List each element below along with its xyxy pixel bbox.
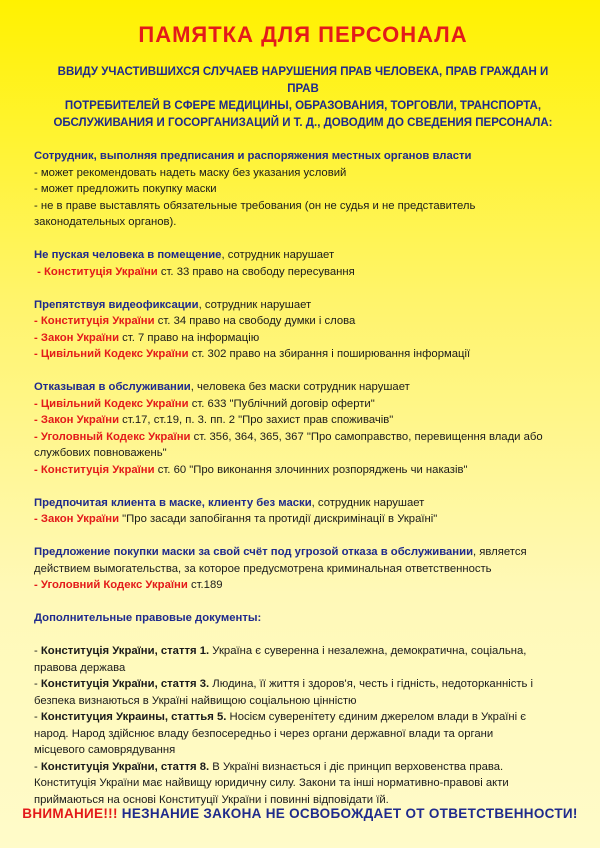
warning-text: НЕЗНАНИЕ ЗАКОНА НЕ ОСВОБОЖДАЕТ ОТ ОТВЕТСТВЕННОСТИ! xyxy=(117,806,578,821)
memo-line xyxy=(34,709,572,726)
memo-line xyxy=(34,660,572,677)
memo-line xyxy=(34,379,572,396)
memo-text: ст. 33 право на свободу пересування xyxy=(157,265,355,278)
memo-text: , сотрудник нарушает xyxy=(311,496,425,509)
memo-text: народ. Народ здійснює владу безпосередньо і через органи державної влади та органи xyxy=(34,727,494,740)
memo-section xyxy=(34,643,572,808)
memo-text: - xyxy=(34,760,41,773)
law-reference: - Цивільний Кодекс України xyxy=(34,348,189,360)
memo-line xyxy=(34,643,572,660)
law-reference: - Конституція України xyxy=(34,315,155,327)
memo-text: - может рекомендовать надеть маску без указания условий xyxy=(34,166,347,179)
memo-line xyxy=(34,247,572,264)
memo-section xyxy=(34,297,572,363)
memo-text: - xyxy=(34,678,41,690)
law-reference: - Цивільний Кодекс України xyxy=(34,397,189,410)
article-title: Конституція України, стаття 8. xyxy=(40,760,210,773)
memo-text: ст.189 xyxy=(187,579,223,591)
section-heading: Дополнительные правовые документы: xyxy=(34,612,262,624)
memo-text: законодательных органов). xyxy=(34,216,177,228)
memo-text: - не в праве выставлять обязательные требования (он не судья и не представитель xyxy=(34,199,476,212)
memo-line xyxy=(34,148,572,165)
memo-line xyxy=(34,726,572,743)
law-reference: - Конституція України xyxy=(34,463,155,476)
memo-line xyxy=(34,759,572,776)
memo-text: ст. 356, 364, 365, 367 "Про самоправство, перевищення влади або xyxy=(190,430,543,443)
section-heading: Предпочитая клиента в маске, клиенту без маски xyxy=(34,496,312,509)
footer-warning xyxy=(0,806,600,821)
memo-text: , сотрудник нарушает xyxy=(221,249,335,261)
memo-section xyxy=(34,247,572,280)
memo-text: действием вымогательства, за которое предусмотрена криминальная ответственность xyxy=(34,562,492,575)
memo-text: службових повноважень" xyxy=(34,447,167,459)
memo-text: ст. 60 "Про виконання злочинних розпоряджень чи наказів" xyxy=(154,463,468,476)
memo-line xyxy=(34,495,572,512)
memo-text: ст. 34 право на свободу думки і слова xyxy=(154,315,356,327)
law-reference: - Уголовний Кодекс України xyxy=(34,579,188,591)
memo-line xyxy=(34,429,572,446)
memo-section xyxy=(34,148,572,231)
memo-section xyxy=(34,544,572,594)
memo-line xyxy=(34,264,572,281)
memo-text: ст. 302 право на збирання і поширювання інформації xyxy=(188,348,471,360)
memo-line xyxy=(34,561,572,578)
law-reference: - Закон України xyxy=(34,513,120,525)
memo-line xyxy=(34,297,572,314)
memo-text: , человека без маски сотрудник нарушает xyxy=(190,381,410,393)
memo-text: приймаються на основі Конституції України і повинні відповідати їй. xyxy=(34,793,389,806)
memo-line xyxy=(34,181,572,198)
article-title: Конституція України, стаття 1. xyxy=(40,645,210,657)
law-reference: - Уголовный Кодекс України xyxy=(34,430,191,443)
law-reference: - Закон України xyxy=(34,414,120,426)
memo-text: В Україні визнається і діє принцип верховенства права. xyxy=(209,760,504,773)
memo-line xyxy=(34,396,572,413)
intro-line: ПОТРЕБИТЕЛЕЙ В СФЕРЕ МЕДИЦИНЫ, ОБРАЗОВАНИЯ, ТОРГОВЛИ, ТРАНСПОРТА, xyxy=(64,100,542,112)
memo-line xyxy=(34,313,572,330)
memo-line xyxy=(34,346,572,363)
memo-text: ст.17, ст.19, п. 3. пп. 2 "Про захист прав споживачів" xyxy=(119,414,394,426)
memo-line xyxy=(34,610,572,627)
memo-line xyxy=(34,462,572,479)
section-heading: Предложение покупки маски за свой счёт под угрозой отказа в обслуживании xyxy=(34,546,474,558)
article-title: Конституція України, стаття 3. xyxy=(40,678,210,690)
memo-text: правова держава xyxy=(34,661,126,674)
page-title: ПАМЯТКА ДЛЯ ПЕРСОНАЛА xyxy=(138,22,468,47)
law-reference: - Конституція України xyxy=(34,265,158,278)
section-heading: Препятствуя видеофиксации xyxy=(34,298,199,311)
memo-line xyxy=(34,577,572,594)
memo-sections xyxy=(34,148,572,808)
memo-line xyxy=(34,445,572,462)
memo-text: Конституція України має найвищу юридичну силу. Закони та інші нормативно-правові акти xyxy=(34,777,509,789)
memo-text: місцевого самоврядування xyxy=(34,744,176,756)
memo-line xyxy=(34,775,572,792)
memo-text: ст. 7 право на інформацію xyxy=(119,331,260,344)
memo-section xyxy=(34,495,572,528)
intro-notice xyxy=(42,64,564,132)
memo-section xyxy=(34,379,572,478)
section-heading: Сотрудник, выполняя предписания и распоряжения местных органов власти xyxy=(34,150,472,162)
memo-line xyxy=(34,165,572,182)
memo-text: Україна є суверенна і незалежна, демократична, соціальна, xyxy=(209,645,527,657)
intro-line: ОБСЛУЖИВАНИЯ И ГОСОРГАНИЗАЦИЙ И Т. Д., ДОВОДИМ ДО СВЕДЕНИЯ ПЕРСОНАЛА: xyxy=(53,117,553,129)
memo-text: "Про засади запобігання та протидії дискримінації в Україні" xyxy=(119,513,438,525)
section-heading: Не пуская человека в помещение xyxy=(34,249,222,261)
memo-text: ст. 633 "Публічний договір оферти" xyxy=(188,397,375,410)
law-reference: - Закон України xyxy=(34,331,120,344)
warning-label: ВНИМАНИЕ!!! xyxy=(22,806,118,821)
memo-text: - xyxy=(34,711,41,723)
memo-text: Людина, її життя і здоров'я, честь і гідність, недоторканність і xyxy=(209,678,534,690)
memo-text: безпека визнаються в Україні найвищою соціальною цінністю xyxy=(34,694,357,707)
memo-line xyxy=(34,544,572,561)
memo-line xyxy=(34,214,572,231)
memo-line xyxy=(34,742,572,759)
memo-text: , является xyxy=(473,546,527,558)
memo-text: - xyxy=(34,645,41,657)
memo-section xyxy=(34,610,572,627)
memo-text: , сотрудник нарушает xyxy=(198,298,312,311)
memo-line xyxy=(34,198,572,215)
section-heading: Отказывая в обслуживании xyxy=(34,381,191,393)
memo-line xyxy=(34,693,572,710)
memo-line xyxy=(34,330,572,347)
memo-line xyxy=(34,412,572,429)
article-title: Конституция Украины, статтья 5. xyxy=(40,711,227,723)
intro-line: ВВИДУ УЧАСТИВШИХСЯ СЛУЧАЕВ НАРУШЕНИЯ ПРАВ ЧЕЛОВЕКА, ПРАВ ГРАЖДАН И ПРАВ xyxy=(57,66,549,95)
memo-line xyxy=(34,676,572,693)
memo-line xyxy=(34,511,572,528)
memo-text: - может предложить покупку маски xyxy=(34,183,217,195)
memo-text: Носієм суверенітету єдиним джерелом влади в Україні є xyxy=(226,711,527,723)
